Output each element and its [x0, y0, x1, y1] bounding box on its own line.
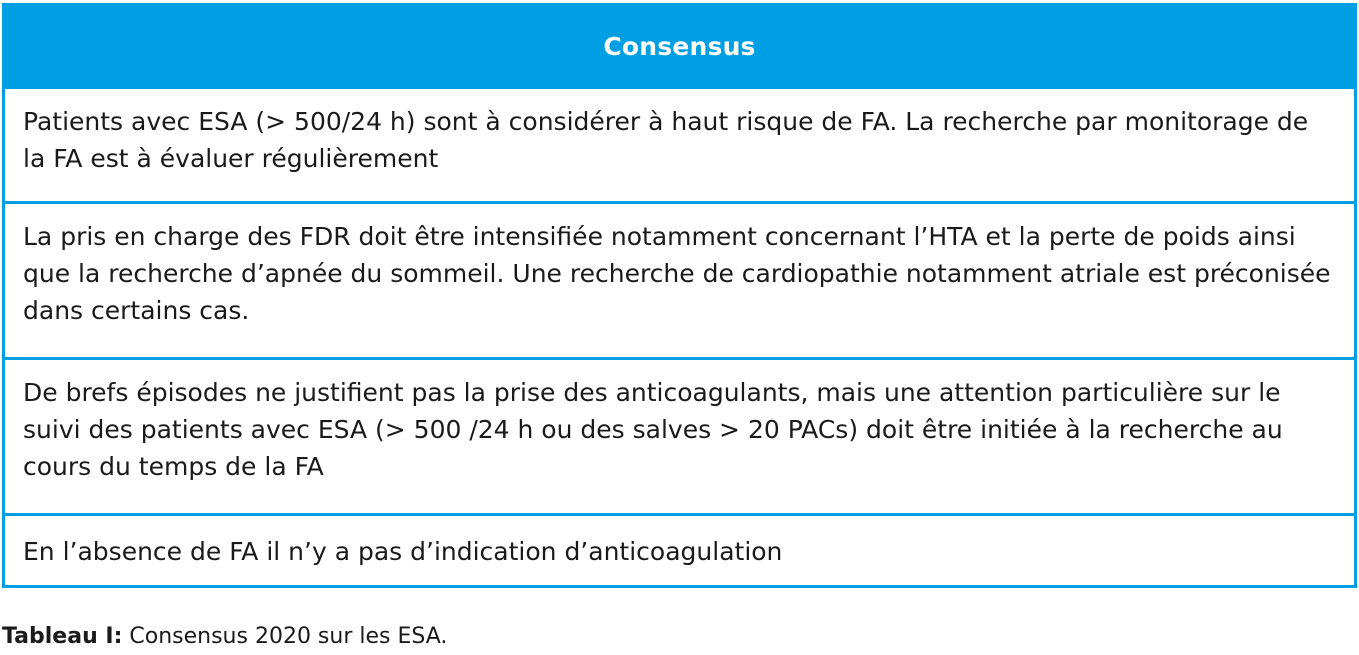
table-row: La pris en charge des FDR doit être intensifiée notamment concernant l’HTA et la perte de poids ainsi que la recherche d’apnée du sommeil. Une recherche de cardiopathie notamment atriale est préconisée dans certains cas. [5, 201, 1354, 357]
consensus-table [2, 3, 1357, 588]
table-row: En l’absence de FA il n’y a pas d’indication d’anticoagulation [5, 513, 1354, 588]
table-row: De brefs épisodes ne justifient pas la prise des anticoagulants, mais une attention particulière sur le suivi des patients avec ESA (> 500 /24 h ou des salves > 20 PACs) doit être initiée à la recherche au cours du temps de la FA [5, 357, 1354, 513]
table-caption [2, 623, 447, 651]
caption-label: Tableau I: [2, 624, 123, 649]
table-header: Consensus [5, 6, 1354, 86]
caption-text: Consensus 2020 sur les ESA. [122, 624, 448, 649]
table-row: Patients avec ESA (> 500/24 h) sont à considérer à haut risque de FA. La recherche par monitorage de la FA est à évaluer régulièrement [5, 86, 1354, 201]
